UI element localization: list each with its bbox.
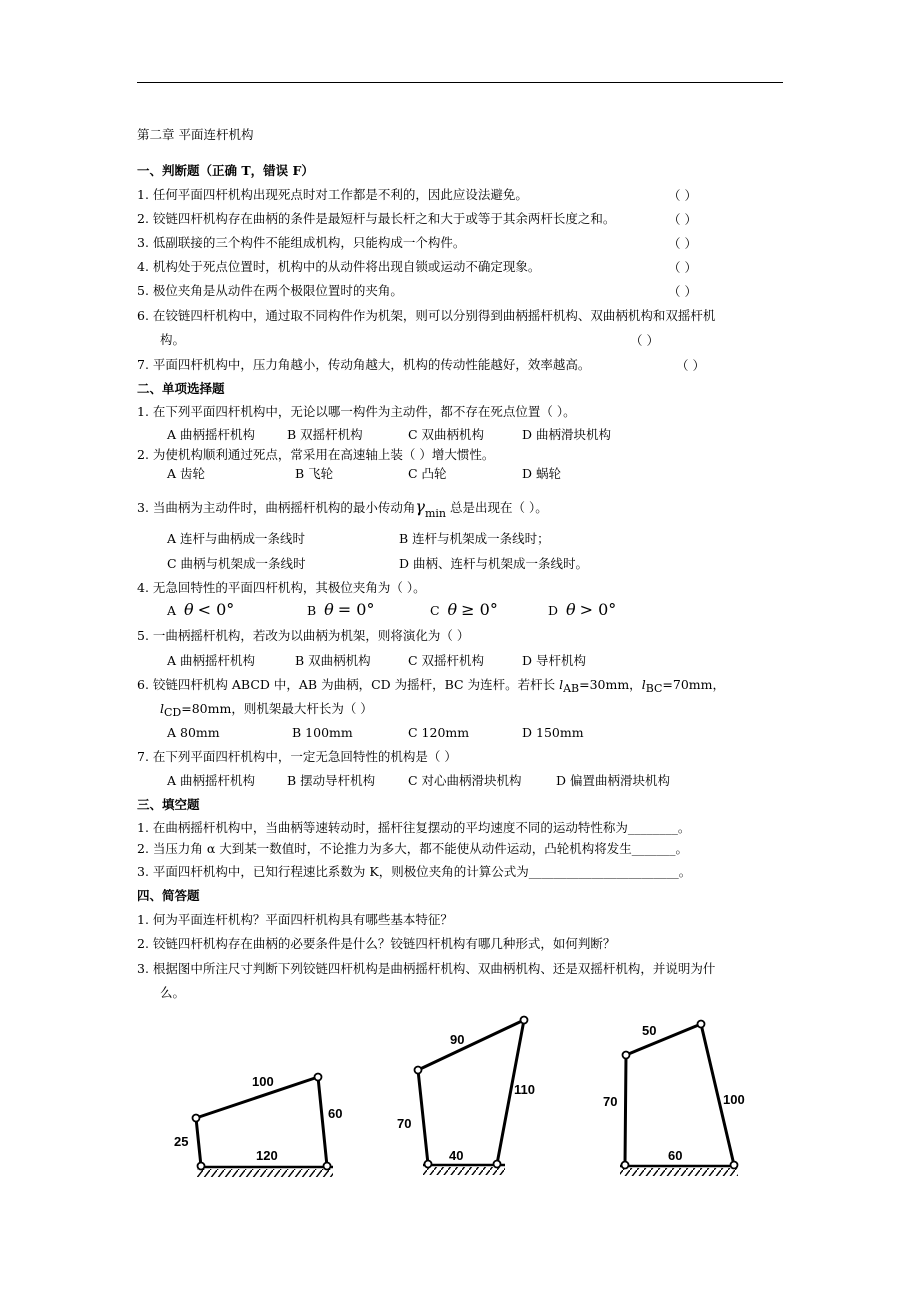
theta-symbol: θ: [324, 600, 334, 619]
tf-item-2: 2. 铰链四杆机构存在曲柄的条件是最短杆与最长杆之和大于或等于其余两杆长度之和。: [137, 211, 616, 226]
short-answer-3-cont: 么。: [160, 985, 186, 1000]
q3-text-pre: 3. 当曲柄为主动件时，曲柄摇杆机构的最小传动角: [137, 500, 416, 515]
mc-option: C 双曲柄机构: [408, 427, 485, 442]
short-answer-2: 2. 铰链四杆机构存在曲柄的必要条件是什么？铰链四杆机构有哪几种形式，如何判断？: [137, 936, 616, 951]
option-expression: > 0°: [579, 600, 617, 619]
q6-value: =30mm，: [579, 677, 642, 692]
mc-option: D 蜗轮: [522, 466, 561, 481]
option-expression: < 0°: [197, 600, 235, 619]
mc-option: B 飞轮: [295, 466, 334, 481]
fill-item-2: 2. 当压力角 α 大到某一数值时，不论推力为多大，都不能使从动件运动，凸轮机构将发生_______。: [137, 841, 689, 856]
mc-question-5: 5. 一曲柄摇杆机构，若改为以曲柄为机架，则将演化为（ ）: [137, 628, 470, 643]
section-3-heading: 三、填空题: [137, 797, 200, 812]
tf-item-4: 4. 机构处于死点位置时，机构中的从动件将出现自锁或运动不确定现象。: [137, 259, 541, 274]
answer-paren: （ ）: [630, 333, 659, 348]
mc-option: D 偏置曲柄滑块机构: [556, 773, 670, 788]
mc-option: A 80mm: [167, 725, 220, 740]
mc-option: C 双摇杆机构: [408, 653, 485, 668]
mc-option: A 齿轮: [167, 466, 206, 481]
answer-paren: （ ）: [668, 284, 697, 299]
link-label: 90: [450, 1032, 465, 1047]
subscript: BC: [645, 682, 663, 695]
joint: [731, 1162, 738, 1169]
section-1-heading: 一、判断题（正确 T，错误 F）: [137, 163, 314, 178]
joint: [198, 1163, 205, 1170]
mc-option: B 连杆与机架成一条线时；: [399, 531, 550, 546]
mc-option: B 摆动导杆机构: [287, 773, 376, 788]
joint: [315, 1074, 322, 1081]
short-answer-1: 1. 何为平面连杆机构？平面四杆机构具有哪些基本特征？: [137, 912, 453, 927]
link-label: 60: [668, 1148, 683, 1163]
subscript: AB: [563, 682, 580, 695]
length-symbol: l: [559, 677, 564, 692]
link-label: 120: [256, 1148, 278, 1163]
link-label: 110: [514, 1082, 535, 1097]
link-label: 50: [642, 1023, 657, 1038]
mc-option: A 曲柄摇杆机构: [167, 427, 256, 442]
joint: [698, 1021, 705, 1028]
ground-hatch: [620, 1168, 738, 1176]
linkage-bars: [418, 1020, 524, 1164]
option-expression: ≥ 0°: [461, 600, 498, 619]
mc-option: C 120mm: [408, 725, 470, 740]
option-letter: D: [548, 603, 559, 618]
mc-option: A 曲柄摇杆机构: [167, 653, 256, 668]
mc-option: C 曲柄与机架成一条线时: [167, 556, 306, 571]
fill-item-3: 3. 平面四杆机构中，已知行程速比系数为 K，则极位夹角的计算公式为________________________。: [137, 864, 692, 879]
linkage-figure-1: [174, 1074, 342, 1178]
joint: [324, 1163, 331, 1170]
option-letter: C: [430, 603, 440, 618]
link-label: 70: [603, 1094, 618, 1109]
mc-option: B 双曲柄机构: [295, 653, 371, 668]
linkage-figure-3: [603, 1021, 745, 1177]
option-letter: A: [167, 603, 177, 618]
mc-question-7: 7. 在下列平面四杆机构中，一定无急回特性的机构是（ ）: [137, 749, 457, 764]
mc-question-4: 4. 无急回特性的平面四杆机构，其极位夹角为（ ）。: [137, 580, 426, 595]
fill-item-1: 1. 在曲柄摇杆机构中，当曲柄等速转动时，摇杆往复摆动的平均速度不同的运动特性称为________。: [137, 820, 691, 835]
answer-paren: （ ）: [668, 212, 697, 227]
theta-symbol: θ: [565, 600, 576, 619]
mc-option: C 对心曲柄滑块机构: [408, 773, 522, 788]
theta-symbol: θ: [447, 600, 458, 619]
mc-option: B 双摇杆机构: [287, 427, 363, 442]
length-symbol: l: [160, 701, 164, 716]
mc-option: D 150mm: [522, 725, 584, 740]
joint: [415, 1067, 422, 1074]
tf-item-7: 7. 平面四杆机构中，压力角越小，传动角越大，机构的传动性能越好，效率越高。: [137, 357, 591, 372]
mc-option: A 连杆与曲柄成一条线时: [167, 531, 306, 546]
link-label: 60: [328, 1106, 343, 1121]
link-label: 40: [449, 1148, 464, 1163]
link-label: 25: [174, 1134, 189, 1149]
answer-paren: （ ）: [668, 188, 697, 203]
joint: [622, 1162, 629, 1169]
subscript: CD: [164, 706, 182, 719]
gamma-symbol: γ: [415, 497, 425, 516]
mc-option: D 曲柄、连杆与机架成一条线时。: [399, 556, 588, 571]
theta-symbol: θ: [183, 600, 194, 619]
mc-option: D 导杆机构: [522, 653, 586, 668]
q6-value: =70mm，: [662, 677, 725, 692]
chapter-title: 第二章 平面连杆机构: [137, 127, 254, 142]
answer-paren: （ ）: [676, 358, 705, 373]
link-label: 70: [397, 1116, 412, 1131]
mc-question-1: 1. 在下列平面四杆机构中，无论以哪一构件为主动件，都不存在死点位置（ ）。: [137, 404, 576, 419]
joint: [425, 1161, 432, 1168]
mc-option: C 凸轮: [408, 466, 447, 481]
joint: [193, 1115, 200, 1122]
gamma-subscript: min: [424, 507, 447, 520]
joint: [494, 1161, 501, 1168]
ground-hatch: [423, 1167, 505, 1175]
q6-value: =80mm，则机架最大杆长为（ ）: [181, 701, 373, 716]
mc-question-2: 2. 为使机构顺利通过死点，常采用在高速轴上装（ ）增大惯性。: [137, 447, 495, 462]
link-label: 100: [252, 1074, 274, 1089]
answer-paren: （ ）: [668, 236, 697, 251]
joint: [521, 1017, 528, 1024]
tf-item-6-cont: 构。: [160, 332, 186, 347]
mc-option: A 曲柄摇杆机构: [167, 773, 256, 788]
tf-item-1: 1. 任何平面四杆机构出现死点时对工作都是不利的，因此应设法避免。: [137, 187, 528, 202]
joint: [623, 1052, 630, 1059]
mc-option: B 100mm: [292, 725, 353, 740]
option-letter: B: [307, 603, 317, 618]
tf-item-6: 6. 在铰链四杆机构中，通过取不同构件作为机架，则可以分别得到曲柄摇杆机构、双曲柄机构和双摇杆机: [137, 308, 716, 323]
section-2-heading: 二、单项选择题: [137, 381, 225, 396]
section-4-heading: 四、简答题: [137, 888, 200, 903]
tf-item-3: 3. 低副联接的三个构件不能组成机构，只能构成一个构件。: [137, 235, 466, 250]
option-expression: = 0°: [337, 600, 375, 619]
tf-item-5: 5. 极位夹角是从动件在两个极限位置时的夹角。: [137, 283, 403, 298]
linkage-figure-2: [397, 1017, 535, 1176]
short-answer-3: 3. 根据图中所注尺寸判断下列铰链四杆机构是曲柄摇杆机构、双曲柄机构、还是双摇杆机构，并说明为什: [137, 961, 716, 976]
mc-option: D 曲柄滑块机构: [522, 427, 611, 442]
answer-paren: （ ）: [668, 260, 697, 275]
link-label: 100: [723, 1092, 745, 1107]
q6-text: 6. 铰链四杆机构 ABCD 中，AB 为曲柄，CD 为摇杆，BC 为连杆。若杆长: [137, 677, 560, 692]
length-symbol: l: [641, 677, 646, 692]
linkage-bars: [625, 1024, 734, 1165]
ground-hatch: [197, 1169, 333, 1177]
q3-text-post: 总是出现在（ ）。: [450, 500, 548, 515]
